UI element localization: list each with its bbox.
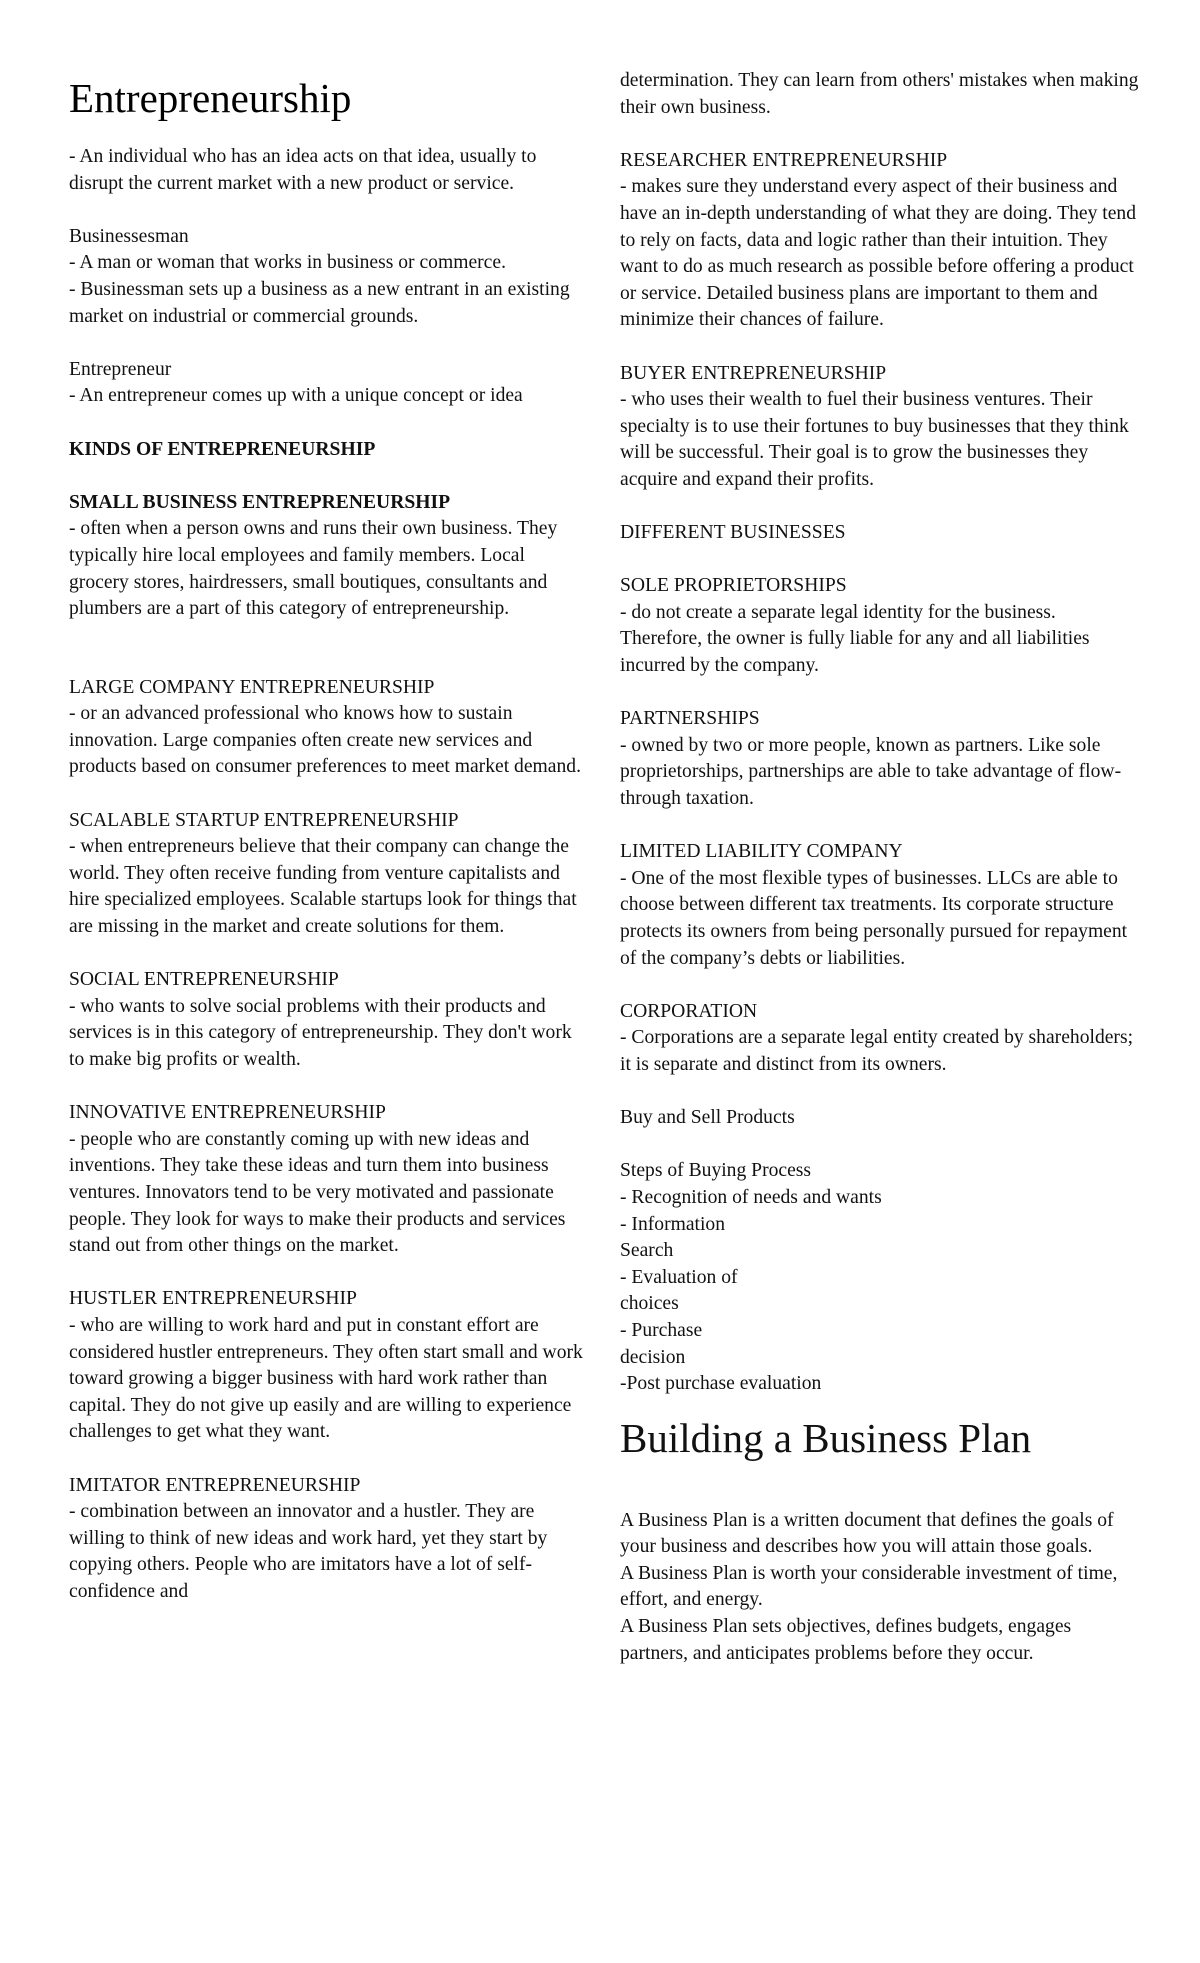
business-heading: SOLE PROPRIETORSHIPS — [620, 575, 847, 597]
kind-researcher — [620, 148, 1140, 334]
business-partnerships — [620, 706, 1140, 812]
business-text: - One of the most flexible types of businesses. LLCs are able to choose between different tax treatments. Its corporate structure protects its owners from being personally pursued for repayment of the company’s debts or liabilities. — [620, 867, 1128, 969]
kind-text: - makes sure they understand every aspect of their business and have an in-depth understanding of what they are doing. They tend to rely on facts, data and logic rather than their intuition. They want to do as much research as possible before offering a product or service. Detailed business plans are important to them and minimize their chances of failure. — [620, 176, 1137, 331]
kind-heading: BUYER ENTREPRENEURSHIP — [620, 362, 887, 384]
steps-line: -Post purchase evaluation — [620, 1373, 822, 1395]
kind-social — [69, 967, 589, 1073]
businessman-heading: Businessesman — [69, 225, 189, 247]
page-title: Entrepreneurship — [69, 75, 352, 121]
kind-imitator — [69, 1473, 589, 1606]
business-text: - Corporations are a separate legal entity created by shareholders; it is separate and distinct from its owners. — [620, 1027, 1134, 1075]
business-heading: PARTNERSHIPS — [620, 708, 760, 730]
left-column — [69, 70, 589, 1632]
kind-heading: INNOVATIVE ENTREPRENEURSHIP — [69, 1102, 386, 1124]
kind-innovative — [69, 1100, 589, 1260]
steps-line: - Evaluation of — [620, 1266, 738, 1288]
kind-heading: SOCIAL ENTREPRENEURSHIP — [69, 969, 339, 991]
kinds-heading-block — [69, 437, 589, 464]
businessman-block — [69, 224, 589, 330]
continuation-block — [620, 68, 1140, 121]
steps-block — [620, 1158, 1140, 1397]
steps-line: - Purchase — [620, 1319, 703, 1341]
kind-hustler — [69, 1286, 589, 1446]
intro-text: - An individual who has an idea acts on that idea, usually to disrupt the current market with a new product or service. — [69, 146, 537, 194]
kind-heading: IMITATOR ENTREPRENEURSHIP — [69, 1474, 361, 1496]
right-column — [620, 68, 1140, 1694]
business-heading: CORPORATION — [620, 1000, 758, 1022]
business-text: - owned by two or more people, known as partners. Like sole proprietorships, partnerships are able to take advantage of flow-through taxation. — [620, 734, 1122, 810]
kind-text: - when entrepreneurs believe that their company can change the world. They often receive funding from venture capitalists and hire specialized employees. Scalable startups look for things that are missing in the market and create solutions for them. — [69, 836, 577, 938]
business-corporation — [620, 999, 1140, 1079]
entrepreneur-heading: Entrepreneur — [69, 358, 172, 380]
intro-block — [69, 144, 589, 197]
entrepreneur-block — [69, 357, 589, 410]
business-plan-block — [620, 1508, 1140, 1668]
kind-text: - often when a person owns and runs their own business. They typically hire local employees and family members. Local grocery stores, hairdressers, small boutiques, consultants and plumbers are a part of this category of entrepreneurship. — [69, 518, 558, 620]
buy-sell-block — [620, 1105, 1140, 1132]
business-heading: LIMITED LIABILITY COMPANY — [620, 841, 903, 863]
steps-line: Search — [620, 1240, 674, 1262]
steps-heading: Steps of Buying Process — [620, 1160, 812, 1182]
kind-heading: HUSTLER ENTREPRENEURSHIP — [69, 1288, 357, 1310]
kind-heading: SMALL BUSINESS ENTREPRENEURSHIP — [69, 491, 451, 513]
business-llc — [620, 839, 1140, 972]
kind-text: - people who are constantly coming up with new ideas and inventions. They take these ideas and turn them into business ventures. Innovators tend to be very motivated and passionate people. They look for ways to make their products and services stand out from other things on the market. — [69, 1128, 566, 1257]
kind-large-company — [69, 675, 589, 781]
businesses-heading-block — [620, 520, 1140, 547]
business-plan-title: Building a Business Plan — [620, 1414, 1032, 1461]
buy-sell-text: Buy and Sell Products — [620, 1107, 795, 1129]
kind-small-business — [69, 490, 589, 623]
business-plan-line: A Business Plan is a written document that defines the goals of your business and describes how you will attain those goals. — [620, 1509, 1114, 1558]
kind-text: - who wants to solve social problems with their products and services is in this category of entrepreneurship. They don't work to make big profits or wealth. — [69, 995, 572, 1070]
businessman-line: - A man or woman that works in business or commerce. — [69, 252, 506, 274]
kind-heading: LARGE COMPANY ENTREPRENEURSHIP — [69, 676, 435, 698]
businesses-heading: DIFFERENT BUSINESSES — [620, 522, 846, 544]
business-plan-line: A Business Plan is worth your considerable investment of time, effort, and energy. — [620, 1562, 1118, 1611]
steps-line: - Information — [620, 1213, 726, 1235]
kind-text: - who are willing to work hard and put in constant effort are considered hustler entrepreneurs. They often start small and work toward growing a bigger business with hard work rather than capital. They do not give up easily and are willing to experience challenges to get what they want. — [69, 1314, 583, 1443]
continuation-text: determination. They can learn from others' mistakes when making their own business. — [620, 70, 1139, 118]
business-plan-line: A Business Plan sets objectives, defines budgets, engages partners, and anticipates problems before they occur. — [620, 1616, 1072, 1664]
kind-text: - who uses their wealth to fuel their business ventures. Their specialty is to use their fortunes to buy businesses that they think will be successful. Their goal is to grow the businesses they acquire and expand their profits. — [620, 389, 1129, 490]
entrepreneur-line: - An entrepreneur comes up with a unique concept or idea — [69, 385, 523, 407]
kind-heading: RESEARCHER ENTREPRENEURSHIP — [620, 149, 948, 171]
steps-line: choices — [620, 1293, 679, 1315]
business-text: - do not create a separate legal identity for the business. Therefore, the owner is fully liable for any and all liabilities incurred by the company. — [620, 601, 1090, 677]
business-sole-proprietorship — [620, 573, 1140, 679]
kinds-heading: KINDS OF ENTREPRENEURSHIP — [69, 438, 376, 460]
steps-line: - Recognition of needs and wants — [620, 1186, 882, 1208]
kind-scalable-startup — [69, 808, 589, 941]
kind-heading: SCALABLE STARTUP ENTREPRENEURSHIP — [69, 809, 459, 831]
kind-text: - or an advanced professional who knows how to sustain innovation. Large companies often create new services and products based on consumer preferences to meet market demand. — [69, 703, 581, 778]
businessman-line: - Businessman sets up a business as a new entrant in an existing market on industrial or commercial grounds. — [69, 278, 570, 327]
kind-text: - combination between an innovator and a hustler. They are willing to think of new ideas and work hard, yet they start by copying others. People who are imitators have a lot of self-confidence and — [69, 1501, 548, 1602]
steps-line: decision — [620, 1346, 686, 1368]
kind-buyer — [620, 361, 1140, 494]
